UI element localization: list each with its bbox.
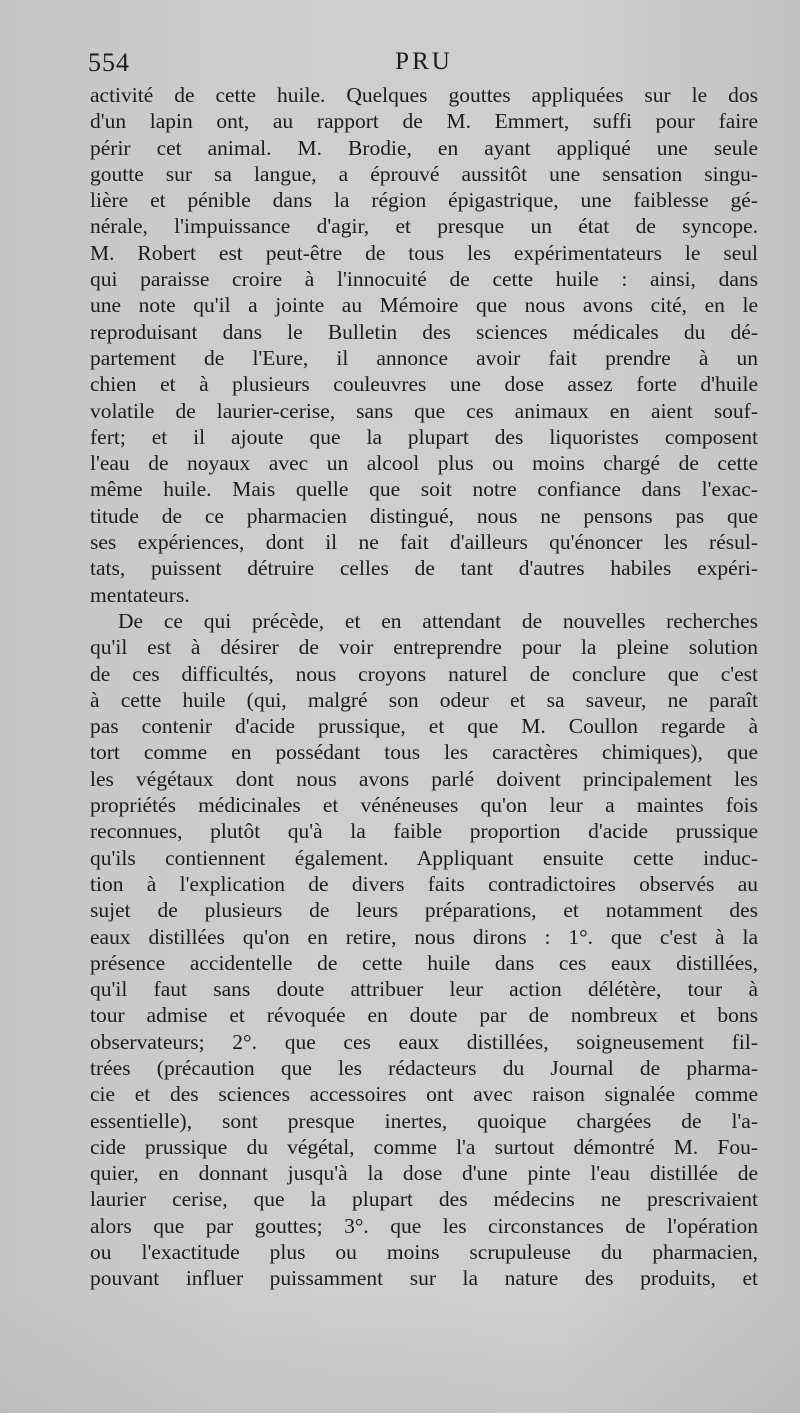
text-line: laurier cerise, que la plupart des médecins ne prescrivaient xyxy=(90,1187,758,1212)
text-line: mentateurs. xyxy=(90,582,190,607)
text-line: M. Robert est peut-être de tous les expérimentateurs le seul xyxy=(90,240,758,265)
text-line: reconnues, plutôt qu'à la faible proportion d'acide prussique xyxy=(90,819,758,844)
text-line: présence accidentelle de cette huile dans ces eaux distillées, xyxy=(90,950,758,975)
text-line: ses expériences, dont il ne fait d'ailleurs qu'énoncer les résul- xyxy=(90,530,758,555)
text-line: l'eau de noyaux avec un alcool plus ou moins chargé de cette xyxy=(90,451,758,476)
text-line: à cette huile (qui, malgré son odeur et sa saveur, ne paraît xyxy=(90,687,758,712)
text-line: sujet de plusieurs de leurs préparations, et notamment des xyxy=(90,898,758,923)
text-line: qu'il est à désirer de voir entreprendre pour la pleine solution xyxy=(90,635,758,660)
text-line: cie et des sciences accessoires ont avec raison signalée comme xyxy=(90,1082,758,1107)
text-line: eaux distillées qu'on en retire, nous dirons : 1°. que c'est à la xyxy=(90,924,758,949)
text-line: pas contenir d'acide prussique, et que M. Coullon regarde à xyxy=(90,714,758,739)
text-line: reproduisant dans le Bulletin des sciences médicales du dé- xyxy=(90,319,758,344)
text-line: pouvant influer puissamment sur la nature des produits, et xyxy=(90,1266,758,1291)
text-line: qui paraisse croire à l'innocuité de cette huile : ainsi, dans xyxy=(90,267,758,292)
text-line: alors que par gouttes; 3°. que les circonstances de l'opération xyxy=(90,1213,758,1238)
text-line: tion à l'explication de divers faits contradictoires observés au xyxy=(90,871,758,896)
text-line: même huile. Mais quelle que soit notre confiance dans l'exac- xyxy=(90,477,758,502)
text-line: fert; et il ajoute que la plupart des liquoristes composent xyxy=(90,424,758,449)
text-line: qu'ils contiennent également. Appliquant ensuite cette induc- xyxy=(90,845,758,870)
text-line: nérale, l'impuissance d'agir, et presque un état de syncope. xyxy=(90,214,758,239)
text-line: tort comme en possédant tous les caractères chimiques), que xyxy=(90,740,758,765)
text-line: tats, puissent détruire celles de tant d'autres habiles expéri- xyxy=(90,556,758,581)
text-line: lière et pénible dans la région épigastrique, une faiblesse gé- xyxy=(90,188,758,213)
text-line: quier, en donnant jusqu'à la dose d'une pinte l'eau distillée de xyxy=(90,1161,758,1186)
text-line: les végétaux dont nous avons parlé doivent principalement les xyxy=(90,766,758,791)
text-line: titude de ce pharmacien distingué, nous ne pensons pas que xyxy=(90,503,758,528)
text-line: activité de cette huile. Quelques gouttes appliquées sur le dos xyxy=(90,83,758,107)
text-line: qu'il faut sans doute attribuer leur action délétère, tour à xyxy=(90,977,758,1002)
running-head: PRU xyxy=(395,48,453,75)
text-line: volatile de laurier-cerise, sans que ces animaux en aient souf- xyxy=(90,398,758,423)
page-header xyxy=(88,48,760,84)
text-line: trées (précaution que les rédacteurs du Journal de pharma- xyxy=(90,1055,758,1080)
text-line: propriétés médicinales et vénéneuses qu'on leur a maintes fois xyxy=(90,793,758,818)
body-text xyxy=(90,82,758,1292)
text-line: une note qu'il a jointe au Mémoire que nous avons cité, en le xyxy=(90,293,758,318)
text-line: partement de l'Eure, il annonce avoir fait prendre à un xyxy=(90,345,758,370)
text-line: goutte sur sa langue, a éprouvé aussitôt une sensation singu- xyxy=(90,161,758,186)
text-line: ou l'exactitude plus ou moins scrupuleuse du pharmacien, xyxy=(90,1240,758,1265)
text-line: cide prussique du végétal, comme l'a surtout démontré M. Fou- xyxy=(90,1134,758,1159)
text-line: de ces difficultés, nous croyons naturel de conclure que c'est xyxy=(90,661,758,686)
page-number: 554 xyxy=(88,48,130,77)
text-line: chien et à plusieurs couleuvres une dose assez forte d'huile xyxy=(90,372,758,397)
text-line: tour admise et révoquée en doute par de nombreux et bons xyxy=(90,1003,758,1028)
text-line: périr cet animal. M. Brodie, en ayant appliqué une seule xyxy=(90,135,758,160)
text-line: De ce qui précède, et en attendant de nouvelles recherches xyxy=(118,608,758,633)
text-line: observateurs; 2°. que ces eaux distillées, soigneusement fil- xyxy=(90,1029,758,1054)
text-line: d'un lapin ont, au rapport de M. Emmert, suffi pour faire xyxy=(90,109,758,134)
text-line: essentielle), sont presque inertes, quoique chargées de l'a- xyxy=(90,1108,758,1133)
page-shadow xyxy=(0,1290,800,1413)
